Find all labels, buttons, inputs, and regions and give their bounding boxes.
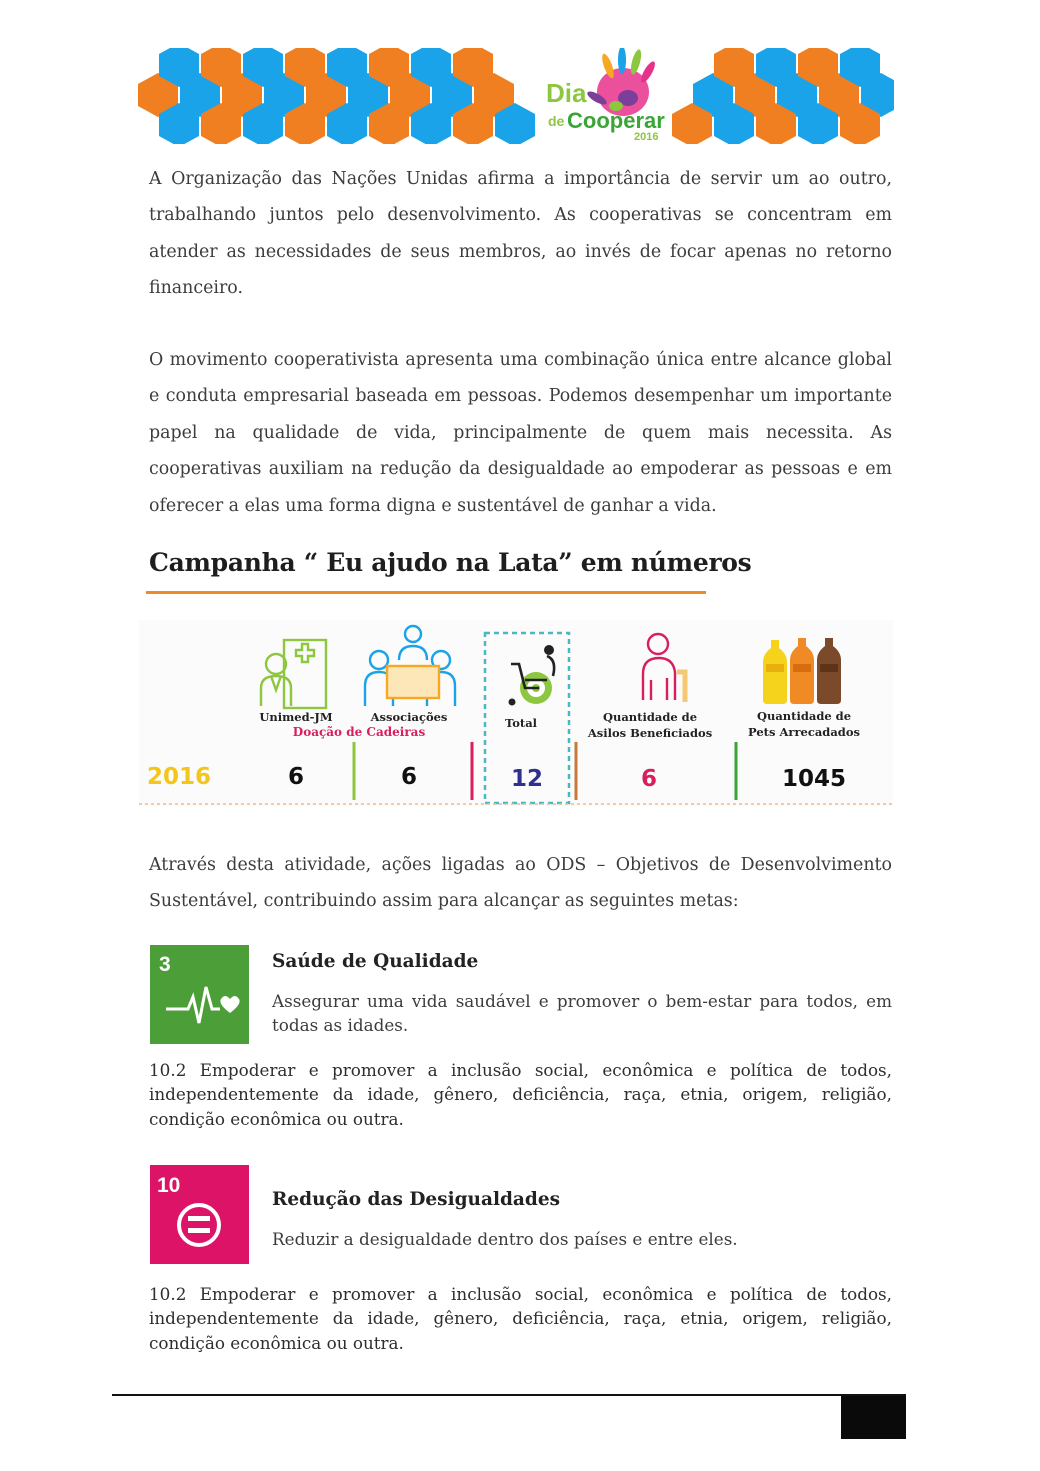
campaign-infographic <box>139 620 893 806</box>
logo-year: 2016 <box>634 131 659 143</box>
sdg-10-icon <box>150 1165 249 1264</box>
value-associacoes: 6 <box>400 764 418 790</box>
sdg-3-title: Saúde de Qualidade <box>272 951 479 972</box>
hexagon-pattern-left <box>138 48 535 144</box>
value-total: 12 <box>510 766 544 792</box>
sdg-3-description: Assegurar uma vida saudável e promover o bem-estar para todos, em todas as idades. <box>272 991 892 1035</box>
label-doacao-cadeiras: Doação de Cadeiras <box>292 725 426 739</box>
header-banner <box>138 48 894 144</box>
page-number-box <box>841 1396 906 1439</box>
bottles-icon <box>763 638 841 704</box>
title-underline <box>146 591 706 594</box>
value-year: 2016 <box>146 764 212 790</box>
sdg-3-meta <box>149 1058 892 1131</box>
label-asilos-line2: Asilos Beneficiados <box>587 726 713 740</box>
dia-de-cooperar-logo <box>546 48 665 143</box>
value-pets: 1045 <box>781 766 847 792</box>
sdg-10-meta <box>149 1282 892 1355</box>
footer-line <box>112 1394 906 1396</box>
sdg-10-title: Redução das Desigualdades <box>272 1189 561 1210</box>
logo-word-cooperar: Cooperar <box>567 108 665 133</box>
sdg-number: 10 <box>157 1174 181 1197</box>
colorful-hand-icon <box>585 48 657 116</box>
label-total: Total <box>504 716 538 730</box>
meta-code: 10.2 <box>149 1060 187 1080</box>
sdg-10-description: Reduzir a desigualdade dentro dos países e entre eles. <box>272 1229 738 1249</box>
logo-word-dia: Dia <box>546 78 587 108</box>
paragraph-onu: A Organização das Nações Unidas afirma a importância de servir um ao outro, trabalhando juntos pelo desenvolvimento. As cooperativas se concentram em atender as necessidades de seus membros, ao invés de focar apenas no retorno financeiro. <box>149 169 892 299</box>
label-associacoes: Associações <box>370 710 448 724</box>
label-unimed: Unimed-JM <box>259 710 333 724</box>
value-asilos: 6 <box>640 766 658 792</box>
sdg-number: 3 <box>159 953 171 976</box>
hexagon-banner <box>138 48 894 144</box>
paragraph-ods-intro: Através desta atividade, ações ligadas ao ODS – Objetivos de Desenvolvimento Sustentável, contribuindo assim para alcançar as seguintes metas: <box>149 855 892 912</box>
paragraph-cooperativismo: O movimento cooperativista apresenta uma combinação única entre alcance global e conduta empresarial baseada em pessoas. Podemos desempenhar um importante papel na qualidade de vida, principalmente de quem mais necessita. As cooperativas auxiliam na redução da desigualdade ao empoderar as pessoas e em oferecer a elas uma forma digna e sustentável de ganhar a vida. <box>149 350 892 516</box>
meta-text: Empoderar e promover a inclusão social, econômica e política de todos, independentemente da idade, gênero, deficiência, raça, etnia, origem, religião, condição econômica ou outra. <box>149 1060 893 1129</box>
meta-text: Empoderar e promover a inclusão social, econômica e política de todos, independentemente da idade, gênero, deficiência, raça, etnia, origem, religião, condição econômica ou outra. <box>149 1284 893 1353</box>
logo-word-de: de <box>548 113 565 129</box>
label-asilos-line1: Quantidade de <box>602 710 698 724</box>
section-title: Campanha “ Eu ajudo na Lata” em números <box>149 548 752 577</box>
label-pets-line2: Pets Arrecadados <box>748 725 860 739</box>
label-pets-line1: Quantidade de <box>756 709 852 723</box>
sdg-3-icon <box>150 945 249 1044</box>
hexagon-pattern-right <box>672 48 894 144</box>
value-unimed: 6 <box>287 764 305 790</box>
meta-code: 10.2 <box>149 1284 187 1304</box>
